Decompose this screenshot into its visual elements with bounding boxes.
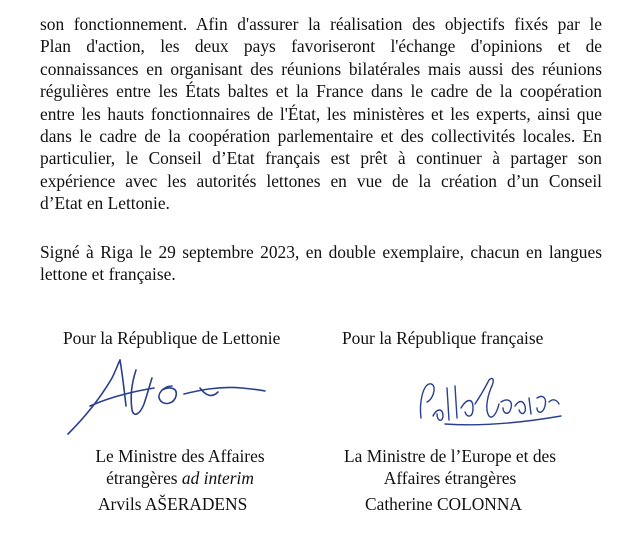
text-line: connaissances en organisant des réunions bilatérales mais aussi des réunions [40,58,602,79]
text-line: particulier, le Conseil d’Etat français est prêt à continuer à partager son [40,148,602,169]
text-line: expérience avec les autorités lettones en vue de la création d’un Conseil [40,170,602,191]
text-line: Plan d'action, les deux pays favoriseront l'échange d'opinions et de [40,36,602,57]
right-signatory-title [330,445,570,490]
title-line: Le Ministre des Affaires [95,446,265,466]
left-signatory-title [75,445,285,490]
paragraph-signing-statement [40,241,602,286]
title-line: La Ministre de l’Europe et des [344,446,556,466]
title-line: Affaires étrangères [383,468,517,489]
left-party-label: Pour la République de Lettonie [63,328,281,348]
text-line: entre les hauts fonctionnaires de l'État, les ministères et les experts, ainsi que [40,103,602,124]
text-line: d’Etat en Lettonie. [40,193,170,214]
france-signature [415,368,565,438]
text-line: dans le cadre de la coopération parlementaire et des collectivités locales. En [40,126,602,147]
text-line: Signé à Riga le 29 septembre 2023, en double exemplaire, chacun en langues [40,242,602,262]
title-italic: ad interim [181,468,254,489]
title-line [75,467,285,489]
text-line: son fonctionnement. Afin d'assurer la réalisation des objectifs fixés par le [40,14,602,34]
latvia-signature [60,352,270,442]
right-party-label: Pour la République française [342,328,544,348]
paragraph-cooperation [40,13,602,215]
text-line: lettone et française. [40,264,176,285]
text-line: régulières entre les États baltes et la France dans le cadre de la coopération [40,81,602,102]
right-signatory-name: Catherine COLONNA [365,494,522,514]
left-signatory-name: Arvils AŠERADENS [98,494,248,514]
title-prefix: étrangères [106,468,182,489]
